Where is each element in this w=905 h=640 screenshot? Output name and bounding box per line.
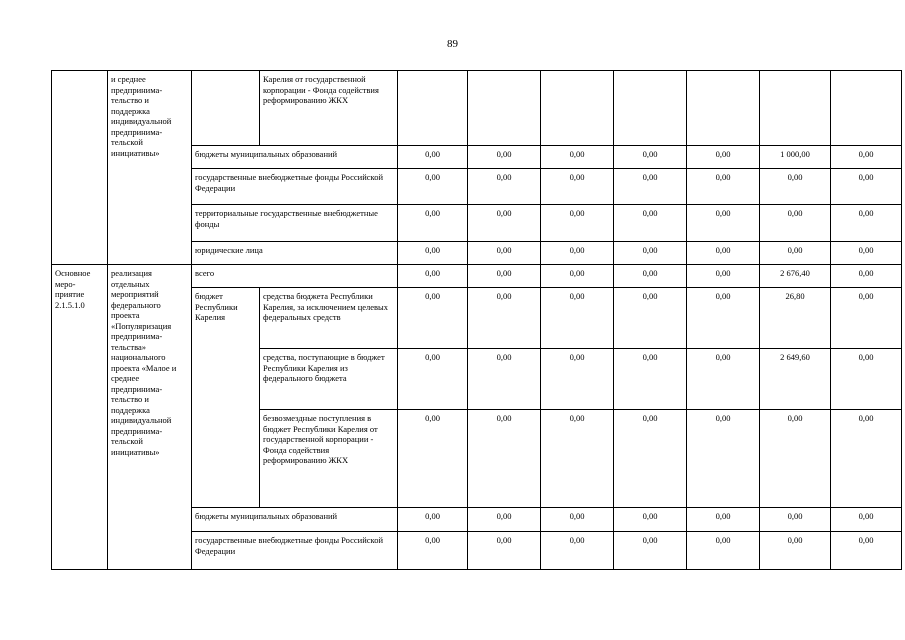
source-subitem-cell: средства, поступающие в бюджет Республики Карелия из федерального бюджета — [260, 349, 398, 410]
table-row: Основное меро-приятие 2.1.5.1.0 реализация отдельных мероприятий федерального проекта «Популяризация предпринима-тельства» национального проекта «Малое и среднее предпринима-тельство и поддержка индивидуальной предпринима-тельской инициативы» всего 0,00 0,00 0,00 0,00 0,00 2 676,40 0,00 — [52, 265, 902, 288]
source-label: всего — [192, 265, 398, 288]
table-row: государственные внебюджетные фонды Российской Федерации 0,00 0,00 0,00 0,00 0,00 0,00 0,00 — [52, 532, 902, 570]
source-group-cell: бюджет Республики Карелия — [192, 288, 260, 508]
table-row: государственные внебюджетные фонды Российской Федерации 0,00 0,00 0,00 0,00 0,00 0,00 0,00 — [52, 169, 902, 205]
table-row — [52, 71, 902, 146]
status-cell — [52, 71, 108, 265]
source-label: государственные внебюджетные фонды Российской Федерации — [192, 169, 398, 205]
source-label: территориальные государственные внебюджетные фонды — [192, 205, 398, 242]
table-row: территориальные государственные внебюджетные фонды 0,00 0,00 0,00 0,00 0,00 0,00 0,00 — [52, 205, 902, 242]
page-number: 89 — [447, 38, 458, 50]
source-label: бюджеты муниципальных образований — [192, 146, 398, 169]
table-row: бюджет Республики Карелия средства бюджета Республики Карелия, за исключением целевых федеральных средств 0,00 0,00 0,00 0,00 0,00 26,80 0,00 — [52, 288, 902, 349]
source-subitem-cell: безвозмездные поступления в бюджет Республики Карелия от государственной корпорации - Фонда содействия реформированию ЖКХ — [260, 410, 398, 508]
table-row: бюджеты муниципальных образований 0,00 0,00 0,00 0,00 0,00 1 000,00 0,00 — [52, 146, 902, 169]
source-label: юридические лица — [192, 242, 398, 265]
source-label: бюджеты муниципальных образований — [192, 508, 398, 532]
source-group-cell — [192, 71, 260, 146]
event-name-cell: реализация отдельных мероприятий федерального проекта «Популяризация предпринима-тельства» национального проекта «Малое и среднее предпринима-тельство и поддержка индивидуальной предпринима-тельской инициативы» — [108, 265, 192, 570]
source-label: государственные внебюджетные фонды Российской Федерации — [192, 532, 398, 570]
budget-table — [51, 70, 902, 570]
source-subitem-cell: средства бюджета Республики Карелия, за исключением целевых федеральных средств — [260, 288, 398, 349]
source-subitem-cell: Карелия от государственной корпорации - Фонда содействия реформированию ЖКХ — [260, 71, 398, 146]
status-cell: Основное меро-приятие 2.1.5.1.0 — [52, 265, 108, 570]
table-row: средства, поступающие в бюджет Республики Карелия из федерального бюджета 0,00 0,00 0,00 0,00 0,00 2 649,60 0,00 — [52, 349, 902, 410]
event-name-cell: и среднее предпринима-тельство и поддержка индивидуальной предпринима-тельской инициативы» — [108, 71, 192, 265]
table-row: юридические лица 0,00 0,00 0,00 0,00 0,00 0,00 0,00 — [52, 242, 902, 265]
table-row: бюджеты муниципальных образований 0,00 0,00 0,00 0,00 0,00 0,00 0,00 — [52, 508, 902, 532]
table-row: безвозмездные поступления в бюджет Республики Карелия от государственной корпорации - Фонда содействия реформированию ЖКХ 0,00 0,00 0,00 0,00 0,00 0,00 0,00 — [52, 410, 902, 508]
